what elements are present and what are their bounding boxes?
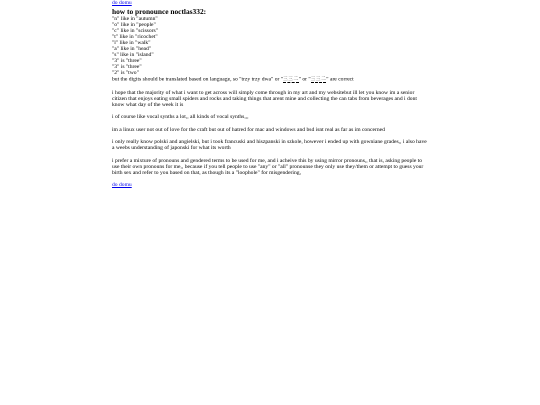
pronunciation-line: "a" like in "head" — [112, 46, 152, 52]
vocal-synths-paragraph: i of course like vocal synths a lot,, all kinds of vocal synths,,, — [112, 114, 249, 120]
pronunciation-line: "c" like in "scissors" — [112, 28, 158, 34]
pronunciation-line: "o" like in "people" — [112, 22, 156, 28]
intro-paragraph: i hope that the majority of what i want to get across will simply come through in my art and my websitebut ill let you know im a senior citizen that enjoys eating small spiders and rocks and taking things that arent mine and collecting the can tabs from beverages and i dont know what day of the week it is — [112, 89, 417, 108]
digits-cjk-a: 三三二 — [283, 76, 299, 81]
digits-note — [112, 76, 430, 83]
pronunciation-line: "t" like in "ricochet" — [112, 34, 158, 40]
page-content — [112, 0, 430, 189]
pronunciation-line: "l" like in "walk" — [112, 40, 151, 46]
digits-note-between: " or " — [298, 76, 311, 83]
pronouns-paragraph: i prefer a mixture of pronouns and gendered terms to be used for me, and i acheive this by using mirror pronouns,, that is, asking people to use their own pronouns for me,, because if you tell people to use "any" or "all" pronounse they only use they/them or attempt to guess your birth sex and refer to you based on that, as though its a "loophole" for misgendering, — [112, 157, 424, 176]
pronunciation-line: "3" is "three" — [112, 64, 142, 70]
home-link-bottom[interactable]: do domu — [112, 182, 132, 188]
home-link-top[interactable]: do domu — [112, 0, 132, 6]
page-title: how to pronounce noctlas332: — [112, 7, 207, 16]
languages-paragraph: i only really know polski and angielski, but i took francuski and hiszpanski in szkole, however i ended up with gowniane grades,, i also have a weebs understanding of japonski for what its worth — [112, 139, 427, 151]
pronunciation-line: "s" like in "island" — [112, 52, 154, 58]
digits-note-before: but the digits should be translated based on language, so "trzy trzy dwa" or " — [112, 76, 284, 83]
pronunciation-line: "3" is "three" — [112, 58, 142, 64]
pronunciation-line: "n" like in "autumn" — [112, 16, 158, 22]
digits-note-after: " are correct — [326, 76, 354, 83]
pronunciation-line: "2" is "two" — [112, 70, 139, 76]
pronunciation-list — [112, 16, 430, 83]
digits-cjk-b: 三三二 — [310, 76, 327, 81]
linux-paragraph: im a linux user not out of love for the craft but out of hatred for mac and windows and bsd isnt real as far as im concerned — [112, 126, 385, 133]
